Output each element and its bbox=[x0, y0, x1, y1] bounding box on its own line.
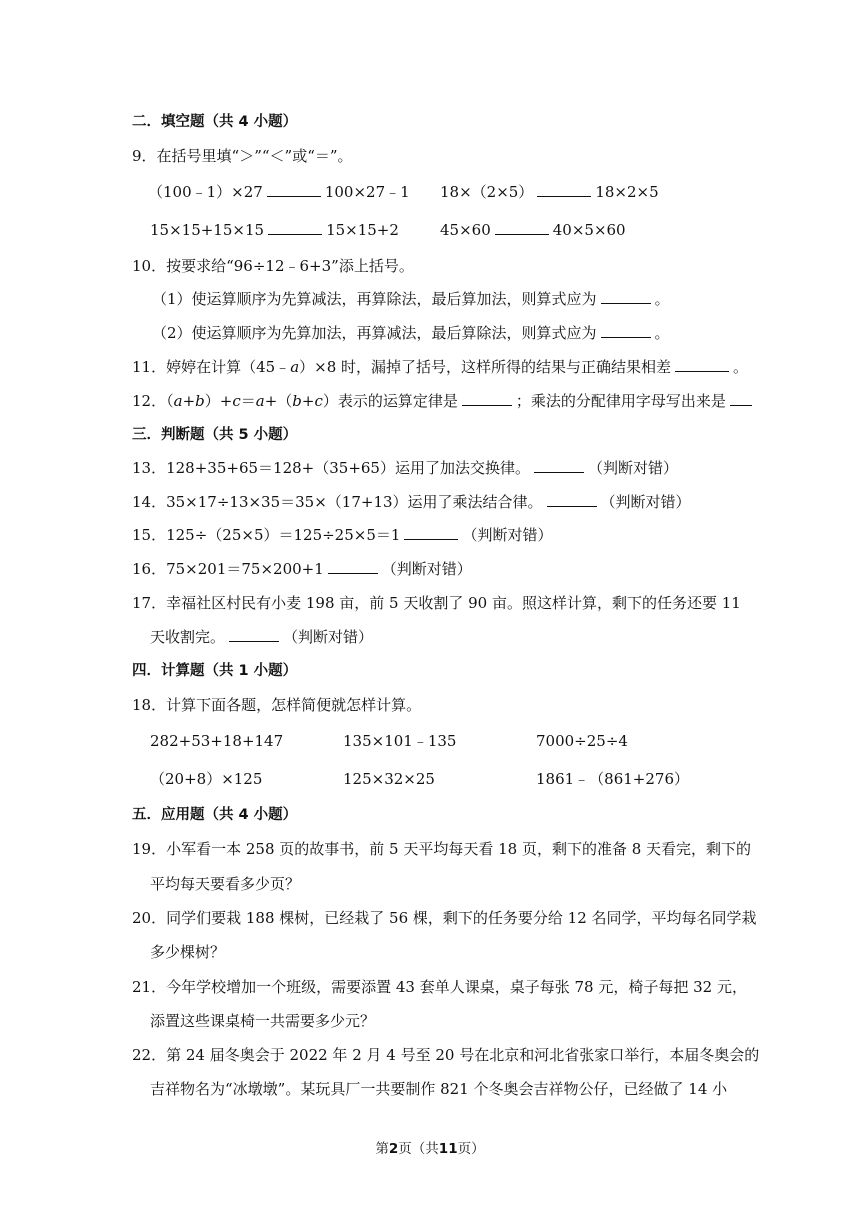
text: ；乘法的分配律用字母写出来是 bbox=[515, 392, 726, 410]
op: ＝ bbox=[240, 392, 256, 410]
answer-blank[interactable] bbox=[495, 220, 549, 235]
calc-item-1: 282+53+18+147 bbox=[150, 732, 284, 750]
variable-c: c bbox=[314, 392, 323, 410]
expr-left: （100﹣1）×27 bbox=[148, 183, 263, 201]
question-14 bbox=[132, 492, 691, 512]
expr-left: 15×15+15×15 bbox=[150, 221, 265, 239]
calc-item-2: 135×101﹣135 bbox=[343, 732, 457, 750]
op: + bbox=[301, 392, 315, 410]
answer-blank[interactable] bbox=[268, 220, 322, 235]
answer-blank[interactable] bbox=[730, 391, 752, 406]
section-heading-judge: 三．判断题（共 5 小题） bbox=[132, 427, 298, 443]
page-footer bbox=[0, 1137, 860, 1157]
section-heading-calc: 四．计算题（共 1 小题） bbox=[132, 663, 298, 679]
hint: （判断对错） bbox=[462, 526, 553, 544]
text: 11．婷婷在计算（45﹣ bbox=[132, 358, 291, 376]
question-17-line-2 bbox=[150, 627, 373, 647]
answer-blank[interactable] bbox=[328, 559, 378, 574]
answer-blank[interactable] bbox=[675, 357, 729, 372]
answer-blank[interactable] bbox=[462, 391, 512, 406]
question-19-line-2: 平均每天要看多少页？ bbox=[150, 875, 301, 893]
footer-text: 页） bbox=[457, 1141, 485, 1157]
question-10-part-2 bbox=[152, 323, 670, 343]
section-heading-fill-blank: 二．填空题（共 4 小题） bbox=[132, 114, 298, 130]
calc-item-3: 7000÷25÷4 bbox=[536, 732, 628, 750]
question-20-line-1: 20．同学们要栽 188 棵树，已经栽了 56 棵，剩下的任务要分给 12 名同学，平均每名同学栽 bbox=[132, 909, 757, 927]
question-9-item-d bbox=[440, 220, 626, 240]
section-heading-apply: 五．应用题（共 4 小题） bbox=[132, 807, 298, 823]
answer-blank[interactable] bbox=[601, 323, 651, 338]
text: 15．125÷（25×5）＝125÷25×5＝1 bbox=[132, 526, 401, 544]
calc-item-4: （20+8）×125 bbox=[150, 770, 263, 788]
period: 。 bbox=[654, 290, 670, 308]
question-22-line-1: 22．第 24 届冬奥会于 2022 年 2 月 4 号至 20 号在北京和河北省张家口举行，本届冬奥会的 bbox=[132, 1046, 760, 1064]
text: 表示的运算定律是 bbox=[337, 392, 458, 410]
question-15 bbox=[132, 525, 552, 545]
answer-blank[interactable] bbox=[404, 525, 458, 540]
question-18-stem: 18．计算下面各题，怎样简便就怎样计算。 bbox=[132, 696, 422, 714]
hint: （判断对错） bbox=[381, 560, 472, 578]
expr-right: 100×27﹣1 bbox=[324, 183, 410, 201]
question-10-stem: 10．按要求给“96÷12﹣6+3”添上括号。 bbox=[132, 257, 414, 275]
question-17-line-1: 17．幸福社区村民有小麦 198 亩，前 5 天收割了 90 亩。照这样计算，剩下的任务还要 11 bbox=[132, 594, 741, 612]
footer-text: 页（共 bbox=[398, 1141, 439, 1157]
variable-a: a bbox=[255, 392, 265, 410]
footer-text: 第 bbox=[375, 1141, 389, 1157]
question-19-line-1: 19．小军看一本 258 页的故事书，前 5 天平均每天看 18 页，剩下的准备 8 天看完，剩下的 bbox=[132, 840, 752, 858]
op: + bbox=[182, 392, 196, 410]
op: +（ bbox=[264, 392, 293, 410]
question-13 bbox=[132, 458, 678, 478]
question-12 bbox=[132, 391, 756, 411]
text: 16．75×201＝75×200+1 bbox=[132, 560, 324, 578]
answer-blank[interactable] bbox=[229, 627, 279, 642]
variable-b: b bbox=[292, 392, 302, 410]
variable-a: a bbox=[290, 358, 300, 376]
question-9-item-a bbox=[148, 182, 410, 202]
calc-item-6: 1861﹣（861+276） bbox=[536, 770, 690, 788]
text: 天收割完。 bbox=[150, 628, 226, 646]
answer-blank[interactable] bbox=[537, 182, 591, 197]
question-10-part-1 bbox=[152, 289, 670, 309]
op: ）+ bbox=[204, 392, 233, 410]
part-text: 使运算顺序为先算减法，再算除法，最后算加法，则算式应为 bbox=[191, 290, 597, 308]
expr-right: 40×5×60 bbox=[552, 221, 626, 239]
text: ）×8 时，漏掉了括号，这样所得的结果与正确结果相差 bbox=[299, 358, 672, 376]
period: 。 bbox=[654, 324, 670, 342]
total-pages: 11 bbox=[438, 1141, 458, 1157]
hint: （判断对错） bbox=[600, 493, 691, 511]
answer-blank[interactable] bbox=[547, 492, 597, 507]
hint: （判断对错） bbox=[283, 628, 374, 646]
question-11 bbox=[132, 357, 748, 377]
expr-left: 18×（2×5） bbox=[440, 183, 534, 201]
text: 14．35×17÷13×35＝35×（17+13）运用了乘法结合律。 bbox=[132, 493, 543, 511]
question-9-stem: 9．在括号里填“＞”“＜”或“＝”。 bbox=[132, 147, 353, 165]
question-21-line-2: 添置这些课桌椅一共需要多少元？ bbox=[150, 1012, 376, 1030]
part-text: （2）使运算顺序为先算加法，再算减法，最后算除法，则算式应为 bbox=[152, 324, 597, 342]
number: 12． bbox=[132, 392, 167, 410]
variable-c: c bbox=[232, 392, 241, 410]
calc-item-5: 125×32×25 bbox=[343, 770, 435, 788]
expr-right: 18×2×5 bbox=[595, 183, 659, 201]
part-number: （1） bbox=[152, 290, 192, 308]
question-21-line-1: 21．今年学校增加一个班级，需要添置 43 套单人课桌，桌子每张 78 元，椅子每把 32 元， bbox=[132, 978, 747, 996]
period: 。 bbox=[733, 358, 749, 376]
paren: （ bbox=[166, 392, 174, 410]
variable-a: a bbox=[173, 392, 183, 410]
hint: （判断对错） bbox=[587, 459, 678, 477]
answer-blank[interactable] bbox=[601, 289, 651, 304]
question-22-line-2: 吉祥物名为“冰墩墩”。某玩具厂一共要制作 821 个冬奥会吉祥物公仔，已经做了 14 小 bbox=[150, 1080, 728, 1098]
page-number: 2 bbox=[388, 1141, 399, 1157]
question-9-item-c bbox=[150, 220, 399, 240]
question-9-item-b bbox=[440, 182, 659, 202]
text: 13．128+35+65＝128+（35+65）运用了加法交换律。 bbox=[132, 459, 530, 477]
expr-right: 15×15+2 bbox=[326, 221, 399, 239]
variable-b: b bbox=[195, 392, 205, 410]
question-16 bbox=[132, 559, 472, 579]
paren: ） bbox=[322, 392, 338, 410]
expr-left: 45×60 bbox=[440, 221, 491, 239]
question-20-line-2: 多少棵树？ bbox=[150, 943, 226, 961]
answer-blank[interactable] bbox=[534, 458, 584, 473]
answer-blank[interactable] bbox=[267, 182, 321, 197]
